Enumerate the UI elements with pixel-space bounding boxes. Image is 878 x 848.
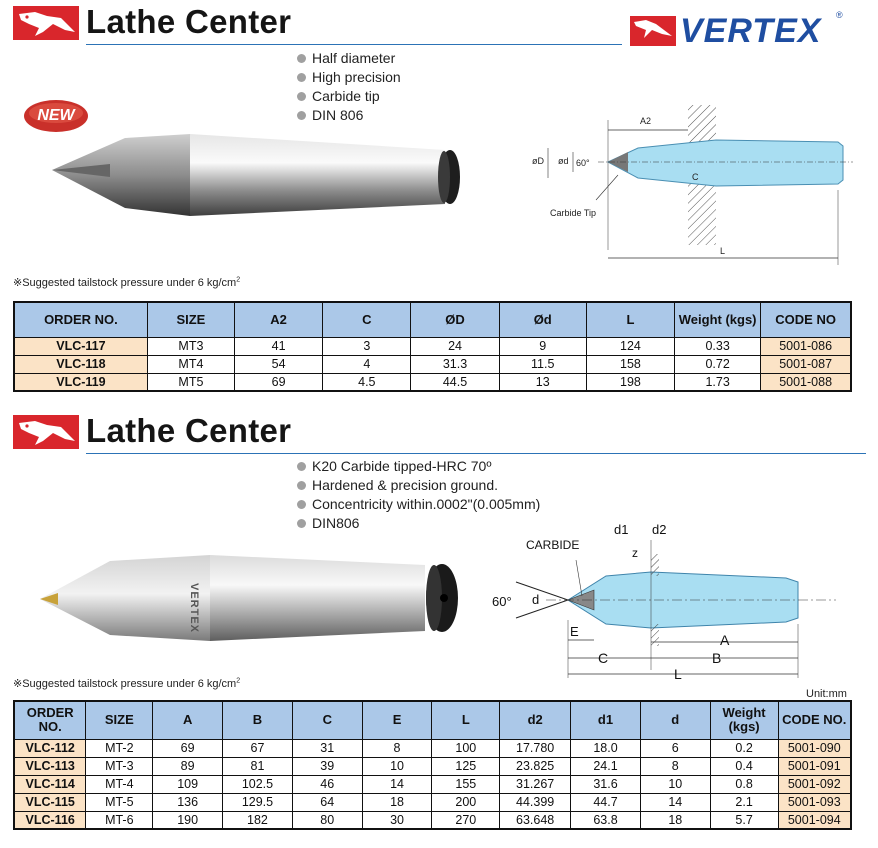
table-cell: 46 bbox=[292, 775, 362, 793]
table-row bbox=[14, 811, 851, 829]
dim-a2: A2 bbox=[640, 116, 652, 126]
table-cell: 5001-091 bbox=[778, 757, 851, 775]
dim-d1: d1 bbox=[614, 522, 629, 537]
col-d2: d2 bbox=[500, 701, 571, 739]
table-cell: VLC-117 bbox=[14, 337, 147, 355]
feature-item: Half diameter bbox=[297, 49, 401, 68]
col-d1: d1 bbox=[571, 701, 641, 739]
dim-e: E bbox=[570, 624, 579, 639]
table-cell: 31 bbox=[292, 739, 362, 757]
table-cell: 44.399 bbox=[500, 793, 571, 811]
product-engraving: VERTEX bbox=[188, 583, 200, 634]
table-cell: 54 bbox=[235, 355, 323, 373]
dim-c: C bbox=[692, 172, 699, 182]
table-cell: 2.1 bbox=[710, 793, 778, 811]
col-order-no: ORDER NO. bbox=[14, 302, 147, 337]
eagle-icon bbox=[13, 415, 79, 449]
dim-l: L bbox=[720, 246, 726, 256]
table-cell: 13 bbox=[499, 373, 586, 391]
table-cell: 17.780 bbox=[500, 739, 571, 757]
title-underline bbox=[86, 44, 622, 45]
table-cell: 182 bbox=[223, 811, 293, 829]
table-cell: VLC-119 bbox=[14, 373, 147, 391]
feature-item: Hardened & precision ground. bbox=[297, 476, 540, 495]
table-cell: 24.1 bbox=[571, 757, 641, 775]
table-cell: 1.73 bbox=[675, 373, 761, 391]
table-cell: 18 bbox=[362, 793, 432, 811]
table-cell: 9 bbox=[499, 337, 586, 355]
table-cell: 5001-088 bbox=[761, 373, 851, 391]
table-cell: 5001-090 bbox=[778, 739, 851, 757]
table-cell: VLC-114 bbox=[14, 775, 86, 793]
table-cell: 24 bbox=[411, 337, 499, 355]
table-cell: VLC-115 bbox=[14, 793, 86, 811]
table-cell: 64 bbox=[292, 793, 362, 811]
dim-od: øD bbox=[532, 156, 544, 166]
product-image-carbide-center bbox=[30, 545, 470, 645]
title-underline-2 bbox=[86, 453, 866, 454]
dim-angle: 60° bbox=[576, 158, 590, 168]
dim-d2: d2 bbox=[652, 522, 667, 537]
table-cell: MT-2 bbox=[86, 739, 153, 757]
bullet-icon bbox=[297, 462, 306, 471]
new-badge-label: NEW bbox=[37, 107, 75, 124]
col-a: A bbox=[153, 701, 223, 739]
table-cell: 5001-092 bbox=[778, 775, 851, 793]
product-image-half-center bbox=[40, 120, 470, 230]
col-size: SIZE bbox=[86, 701, 153, 739]
feature-item: Concentricity within.0002"(0.005mm) bbox=[297, 495, 540, 514]
table-cell: 198 bbox=[586, 373, 674, 391]
table-cell: 67 bbox=[223, 739, 293, 757]
feature-item: Carbide tip bbox=[297, 87, 401, 106]
table-cell: 44.7 bbox=[571, 793, 641, 811]
table-cell: 63.648 bbox=[500, 811, 571, 829]
pressure-note-1: ※Suggested tailstock pressure under 6 $kg/cm^2$ bbox=[13, 276, 241, 289]
table-cell: 0.72 bbox=[675, 355, 761, 373]
table-cell: 100 bbox=[432, 739, 500, 757]
carbide-tip-label: Carbide Tip bbox=[550, 208, 597, 218]
table-cell: 11.5 bbox=[499, 355, 586, 373]
page-title: Lathe Center bbox=[86, 3, 292, 40]
table-cell: 14 bbox=[362, 775, 432, 793]
technical-drawing-2 bbox=[486, 520, 866, 686]
dim-angle-2: 60° bbox=[492, 594, 512, 609]
table-cell: 8 bbox=[362, 739, 432, 757]
table-cell: 31.267 bbox=[500, 775, 571, 793]
table-cell: 39 bbox=[292, 757, 362, 775]
col-size: SIZE bbox=[147, 302, 234, 337]
table-cell: MT3 bbox=[147, 337, 234, 355]
table-cell: 4 bbox=[323, 355, 411, 373]
table-cell: 31.6 bbox=[571, 775, 641, 793]
bullet-icon bbox=[297, 92, 306, 101]
table-row bbox=[14, 373, 851, 391]
table-cell: 41 bbox=[235, 337, 323, 355]
table-cell: MT4 bbox=[147, 355, 234, 373]
eagle-logo-2 bbox=[13, 415, 79, 449]
bullet-icon bbox=[297, 519, 306, 528]
table-row bbox=[14, 757, 851, 775]
col-weight: Weight (kgs) bbox=[675, 302, 761, 337]
table-cell: MT-6 bbox=[86, 811, 153, 829]
table-cell: 5001-087 bbox=[761, 355, 851, 373]
table-cell: 200 bbox=[432, 793, 500, 811]
table-cell: 129.5 bbox=[223, 793, 293, 811]
feature-item: DIN806 bbox=[297, 514, 540, 533]
table-cell: 81 bbox=[223, 757, 293, 775]
table-cell: 10 bbox=[362, 757, 432, 775]
table-cell: 69 bbox=[153, 739, 223, 757]
table-cell: 102.5 bbox=[223, 775, 293, 793]
table-cell: 14 bbox=[640, 793, 710, 811]
bullet-icon bbox=[297, 54, 306, 63]
vertex-brand-logo bbox=[630, 10, 845, 48]
col-e: E bbox=[362, 701, 432, 739]
table-cell: VLC-113 bbox=[14, 757, 86, 775]
col-a2: A2 bbox=[235, 302, 323, 337]
table-cell: 0.2 bbox=[710, 739, 778, 757]
table-cell: 155 bbox=[432, 775, 500, 793]
dim-sd: ød bbox=[558, 156, 569, 166]
spec-table-2 bbox=[13, 700, 852, 830]
col-code-no: CODE NO bbox=[761, 302, 851, 337]
table-cell: 5001-086 bbox=[761, 337, 851, 355]
table-cell: VLC-112 bbox=[14, 739, 86, 757]
bullet-icon bbox=[297, 481, 306, 490]
col-weight: Weight (kgs) bbox=[710, 701, 778, 739]
table-row bbox=[14, 337, 851, 355]
col-sd: Ød bbox=[499, 302, 586, 337]
col-c: C bbox=[323, 302, 411, 337]
col-l: L bbox=[432, 701, 500, 739]
eagle-icon bbox=[13, 6, 79, 40]
dim-b: B bbox=[712, 650, 722, 666]
table-cell: 69 bbox=[235, 373, 323, 391]
table-cell: 5001-093 bbox=[778, 793, 851, 811]
table-cell: 89 bbox=[153, 757, 223, 775]
col-d: d bbox=[640, 701, 710, 739]
table-cell: VLC-118 bbox=[14, 355, 147, 373]
eagle-logo bbox=[13, 6, 79, 40]
feature-item: High precision bbox=[297, 68, 401, 87]
bullet-icon bbox=[297, 73, 306, 82]
dim-d: d bbox=[532, 592, 540, 607]
table-cell: 0.8 bbox=[710, 775, 778, 793]
table-cell: VLC-116 bbox=[14, 811, 86, 829]
spec-table-1 bbox=[13, 301, 852, 392]
dim-a: A bbox=[720, 632, 730, 648]
carbide-label: CARBIDE bbox=[526, 538, 580, 552]
dim-z: z bbox=[632, 546, 638, 560]
table-cell: 30 bbox=[362, 811, 432, 829]
table-cell: 109 bbox=[153, 775, 223, 793]
table-cell: 190 bbox=[153, 811, 223, 829]
unit-label: Unit:mm bbox=[806, 688, 847, 700]
table-header-row bbox=[14, 302, 851, 337]
table-cell: MT-4 bbox=[86, 775, 153, 793]
table-cell: MT5 bbox=[147, 373, 234, 391]
table-cell: 5001-094 bbox=[778, 811, 851, 829]
table-cell: 124 bbox=[586, 337, 674, 355]
table-cell: 125 bbox=[432, 757, 500, 775]
table-row bbox=[14, 775, 851, 793]
table-cell: MT-3 bbox=[86, 757, 153, 775]
table-row bbox=[14, 793, 851, 811]
table-cell: 136 bbox=[153, 793, 223, 811]
table-row bbox=[14, 739, 851, 757]
table-cell: 23.825 bbox=[500, 757, 571, 775]
dim-l-2: L bbox=[674, 666, 682, 682]
table-cell: 4.5 bbox=[323, 373, 411, 391]
col-order-no: ORDER NO. bbox=[14, 701, 86, 739]
table-cell: 270 bbox=[432, 811, 500, 829]
dim-c-2: C bbox=[598, 650, 609, 666]
table-cell: 31.3 bbox=[411, 355, 499, 373]
table-cell: 0.4 bbox=[710, 757, 778, 775]
table-cell: 80 bbox=[292, 811, 362, 829]
table-cell: 44.5 bbox=[411, 373, 499, 391]
table-row bbox=[14, 355, 851, 373]
table-cell: 3 bbox=[323, 337, 411, 355]
table-cell: 18.0 bbox=[571, 739, 641, 757]
table-cell: MT-5 bbox=[86, 793, 153, 811]
feature-item: K20 Carbide tipped-HRC 70º bbox=[297, 457, 540, 476]
pressure-note-2: ※Suggested tailstock pressure under 6 $kg/cm^2$ bbox=[13, 677, 241, 690]
table-cell: 5.7 bbox=[710, 811, 778, 829]
table-cell: 10 bbox=[640, 775, 710, 793]
table-cell: 0.33 bbox=[675, 337, 761, 355]
col-c: C bbox=[292, 701, 362, 739]
col-od: ØD bbox=[411, 302, 499, 337]
table-cell: 18 bbox=[640, 811, 710, 829]
table-cell: 6 bbox=[640, 739, 710, 757]
brand-registered: ® bbox=[836, 10, 843, 20]
section-title-2: Lathe Center bbox=[86, 412, 292, 449]
technical-drawing-1 bbox=[528, 100, 868, 270]
col-code-no: CODE NO. bbox=[778, 701, 851, 739]
table-cell: 158 bbox=[586, 355, 674, 373]
bullet-icon bbox=[297, 111, 306, 120]
brand-name: VERTEX bbox=[680, 12, 822, 50]
table-cell: 8 bbox=[640, 757, 710, 775]
col-b: B bbox=[223, 701, 293, 739]
table-header-row bbox=[14, 701, 851, 739]
bullet-icon bbox=[297, 500, 306, 509]
table-cell: 63.8 bbox=[571, 811, 641, 829]
feature-item: DIN 806 bbox=[297, 106, 401, 125]
col-l: L bbox=[586, 302, 674, 337]
feature-list-1 bbox=[297, 49, 401, 125]
